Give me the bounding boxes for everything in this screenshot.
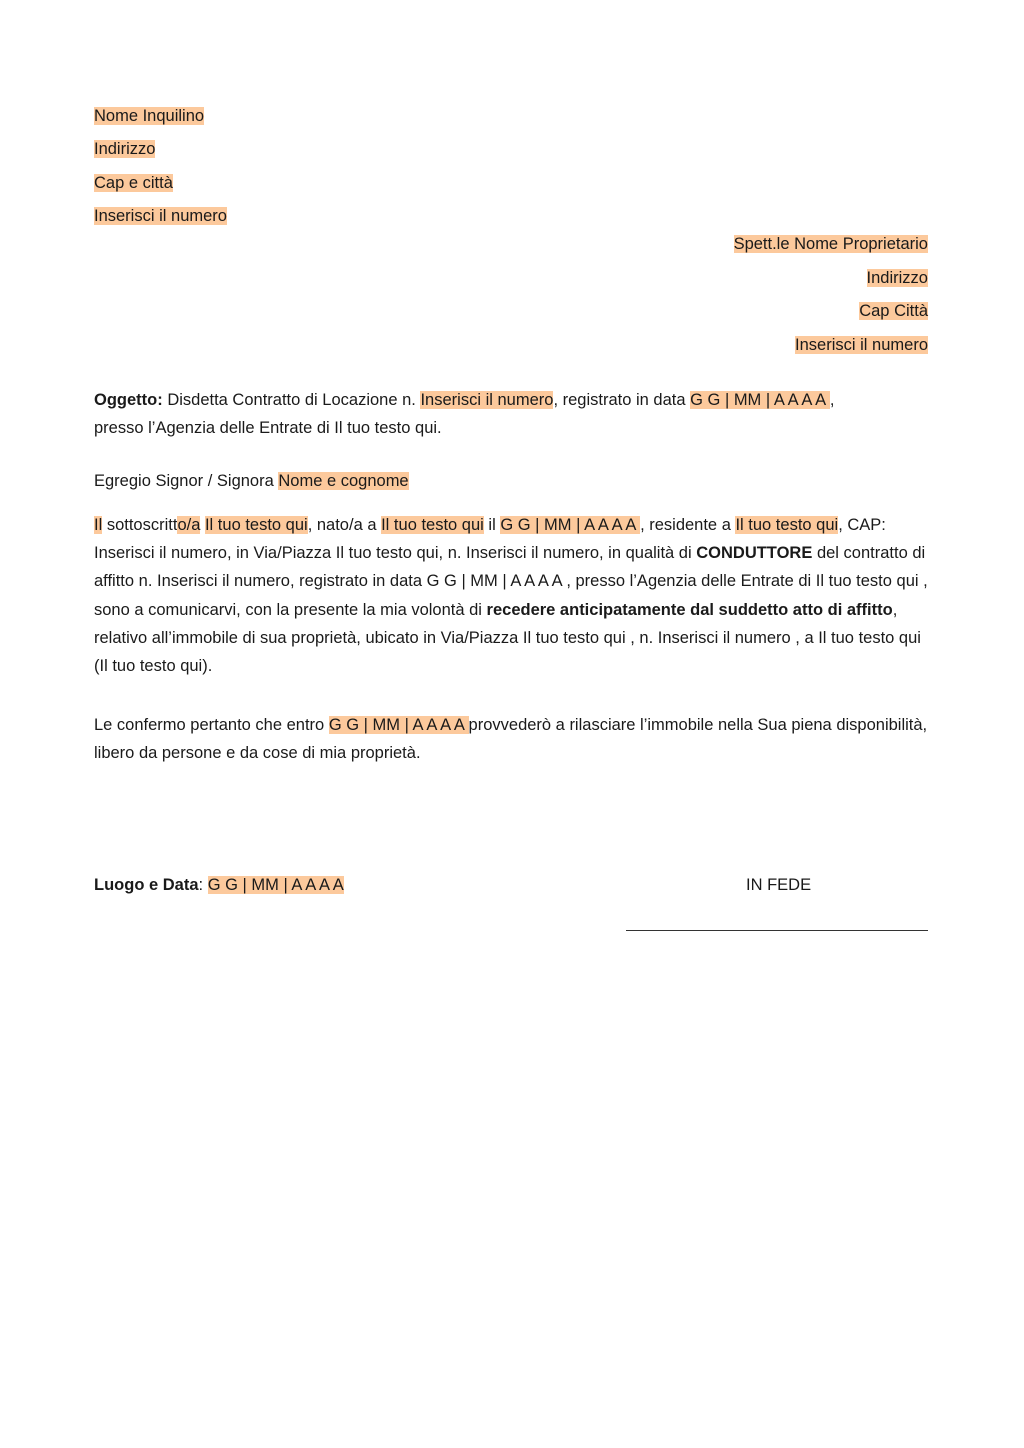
salutation-name: Nome e cognome	[278, 472, 409, 490]
subject-contract-number: Inserisci il numero	[420, 391, 554, 409]
recipient-cap-city: Cap Città	[859, 302, 928, 320]
sender-cap-city: Cap e città	[94, 174, 173, 192]
confirm-paragraph: Le confermo pertanto che entro G G | MM | A A A A provvederò a rilasciare l’immobile nella Sua piena disponibilità, libero da persone e da cose di mia proprietà.	[94, 716, 928, 763]
sender-address: Indirizzo	[94, 140, 156, 158]
place-date: Luogo e Data: G G | MM | A A A A	[94, 876, 344, 894]
signature-line	[626, 930, 928, 931]
place-date-value: G G | MM | A A A A	[207, 876, 344, 894]
recipient-name: Spett.le Nome Proprietario	[733, 235, 928, 253]
recipient-address: Indirizzo	[866, 269, 928, 287]
subject-paragraph: Oggetto: Disdetta Contratto di Locazione n. Inserisci il numero, registrato in data G G | MM | A A A A , presso l’Agenzia delle Entrate di Il tuo testo qui.	[94, 391, 835, 438]
sender-number: Inserisci il numero	[94, 207, 227, 225]
body-birth-date: G G | MM | A A A A	[500, 516, 641, 534]
salutation: Egregio Signor / Signora Nome e cognome	[94, 472, 409, 490]
in-fede: IN FEDE	[746, 876, 812, 894]
recipient-number: Inserisci il numero	[795, 336, 928, 354]
confirm-date: G G | MM | A A A A	[328, 716, 469, 734]
sender-name: Nome Inquilino	[94, 107, 205, 125]
body-paragraph: Il sottoscritto/a Il tuo testo qui, nato/a a Il tuo testo qui il G G | MM | A A A A , residente a Il tuo testo qui, CAP: Inserisci il numero, in Via/Piazza Il tuo testo qui, n. Inserisci il numero, in qualità di CONDUTTORE del contratto di affitto n. Inserisci il numero, registrato in data G G | MM | A A A A , presso l’Agenzia delle Entrate di Il tuo testo qui , sono a comunicarvi, con la presente la mia volontà di recedere anticipatamente dal suddetto atto di affitto, relativo all’immobile di sua proprietà, ubicato in Via/Piazza Il tuo testo qui , n. Inserisci il numero , a Il tuo testo qui (Il tuo testo qui).	[94, 516, 928, 676]
subject-date: G G | MM | A A A A	[690, 391, 830, 409]
subject-label: Oggetto:	[94, 391, 163, 409]
